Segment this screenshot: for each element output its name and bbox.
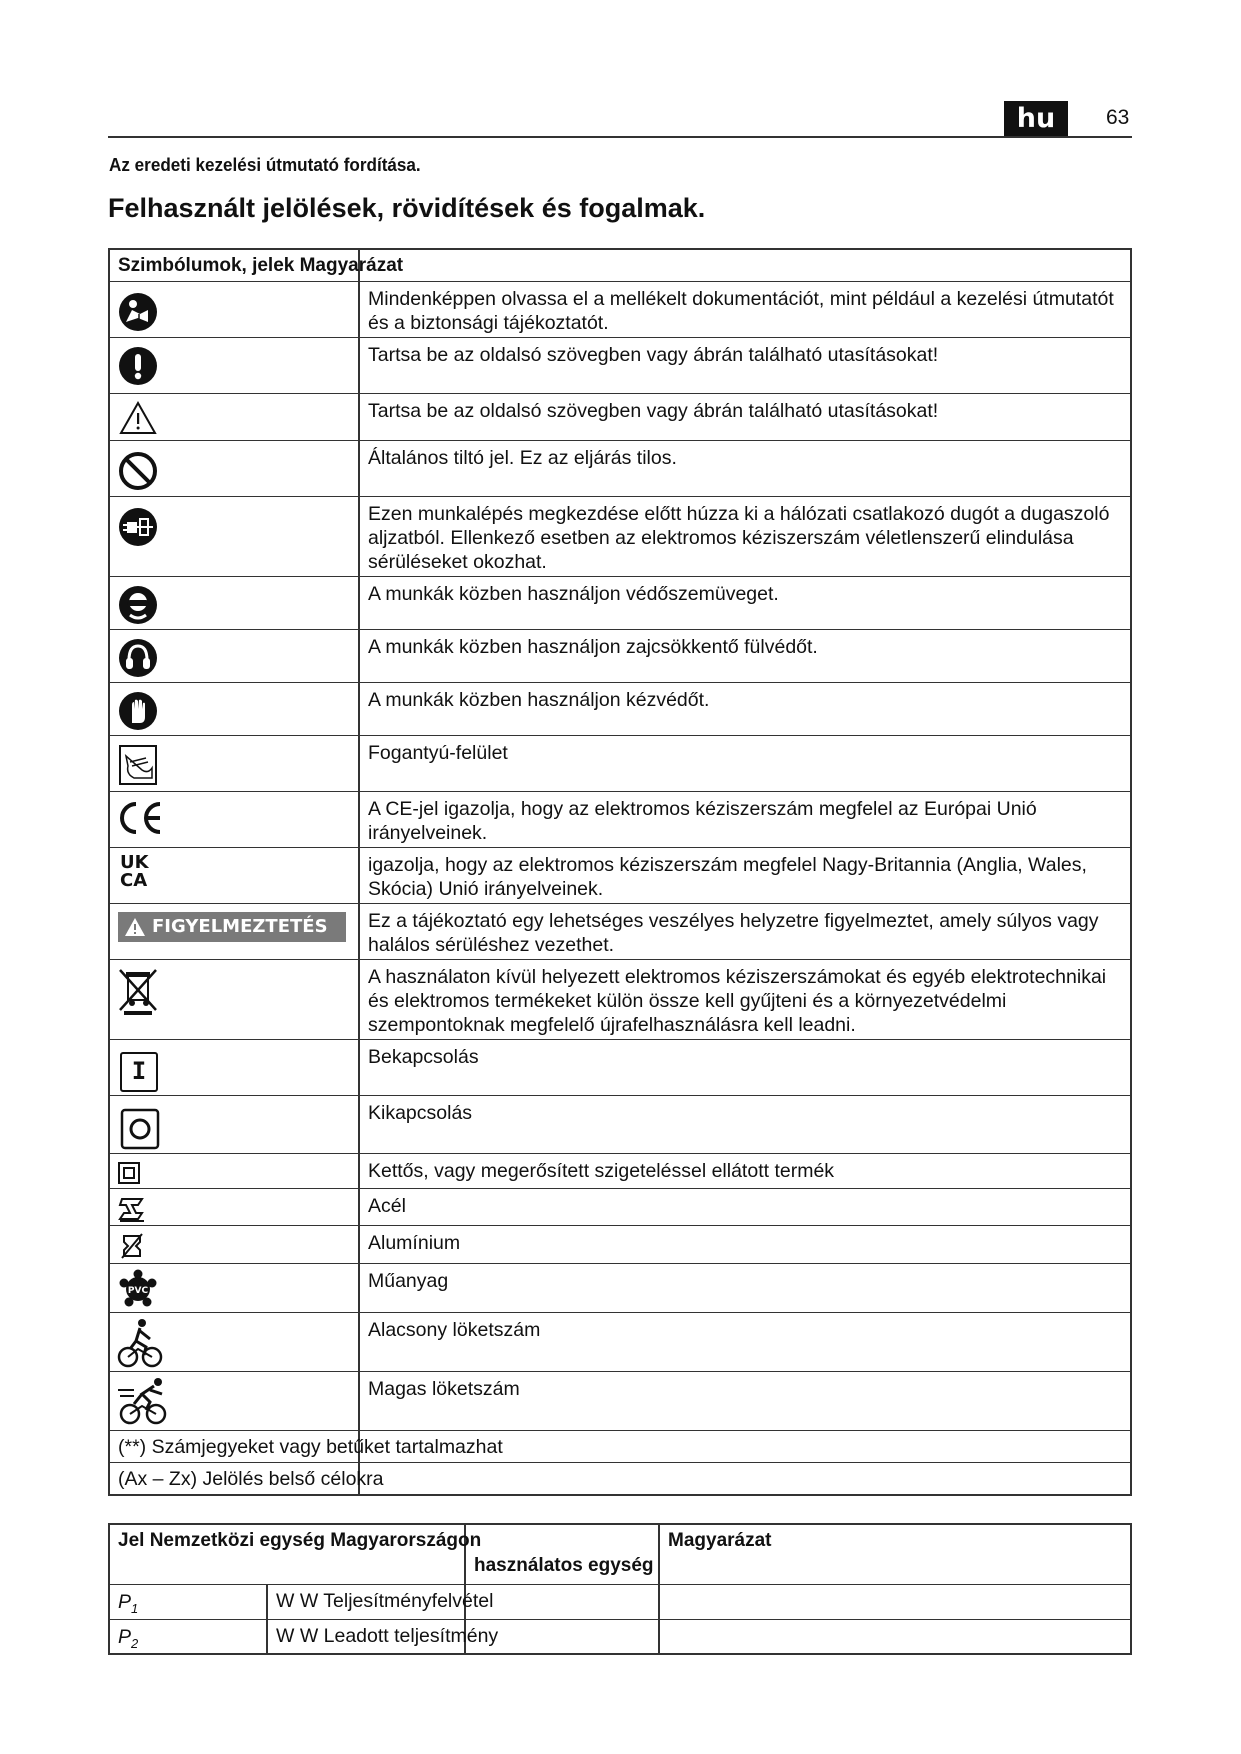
aluminium-icon [118,1232,146,1260]
units-table [108,1523,1132,1655]
row-text: Bekapcsolás [368,1046,479,1068]
document-subtitle: Az eredeti kezelési útmutató fordítása. [109,155,421,175]
table-row [110,736,1130,792]
power-off-icon [120,1108,160,1150]
table-row [110,577,1130,630]
table-row [110,848,1130,904]
slow-stroke-icon [116,1317,164,1369]
table-row [110,683,1130,736]
table-row [110,1154,1130,1189]
note-text: (**) Számjegyeket vagy betűket tartalmazhat [118,1436,503,1458]
table-header: Szimbólumok, jelek Magyarázat [118,255,404,276]
row-text: Alumínium [368,1232,461,1254]
header-rule [108,136,1132,138]
table-header-row [110,1525,1130,1585]
row-text: Tartsa be az oldalsó szövegben vagy ábrán található utasításokat! [368,400,939,422]
row-text: Fogantyú-felület [368,742,508,764]
read-manual-icon [118,292,158,332]
row-text: A CE-jel igazolja, hogy az elektromos kéziszerszám megfelel az Európai Unió irányelveinek. [368,798,1037,844]
table-row [110,904,1130,960]
prohibition-icon [118,451,158,491]
row-text: Acél [368,1195,406,1217]
warning-label-icon [118,912,346,942]
unit-text: W W Teljesítményfelvétel [276,1590,494,1612]
table-row [110,497,1130,577]
table-row [110,441,1130,497]
page-number: 63 [1106,106,1130,129]
goggles-icon [118,585,158,625]
table-row [110,1040,1130,1096]
unit-symbol: $P_2$ [118,1626,139,1651]
gloves-icon [118,691,158,731]
steel-icon [118,1195,148,1223]
units-header-right: Magyarázat [668,1530,772,1551]
table-row [110,1372,1130,1431]
row-text: Ezen munkalépés megkezdése előtt húzza ki a hálózati csatlakozó dugót a dugaszoló aljzatból. Ellenkező esetben az elektromos kéziszerszám véletlenszerű elindulása sérüléseket okozhat. [368,503,1110,573]
row-text: A munkák közben használjon zajcsökkentő fülvédőt. [368,636,818,658]
table-row [110,394,1130,441]
symbols-table [108,248,1132,1496]
table-row [110,792,1130,848]
note-row [110,1431,1130,1463]
row-text: Tartsa be az oldalsó szövegben vagy ábrán található utasításokat! [368,344,939,366]
ukca-line2: CA [120,870,148,891]
table-row [110,282,1130,338]
table-row [110,1096,1130,1154]
row-text: Magas löketszám [368,1378,520,1400]
note-row [110,1463,1130,1496]
ce-mark-icon [116,800,166,836]
table-row [110,960,1130,1040]
fast-stroke-icon [116,1376,170,1426]
row-text: Általános tiltó jel. Ez az eljárás tilos. [368,447,677,469]
weee-bin-icon [116,966,160,1016]
language-badge: hu [1004,101,1068,136]
warning-triangle-icon [118,400,158,436]
plastic-icon [116,1268,160,1310]
row-text: Ez a tájékoztató egy lehetséges veszélyes helyzetre figyelmeztet, amely súlyos vagy halálos sérüléshez vezethet. [368,910,1099,956]
unit-symbol: $P_1$ [118,1591,139,1616]
table-row [110,338,1130,394]
exclamation-icon [118,346,158,386]
page-title: Felhasznált jelölések, rövidítések és fogalmak. [108,193,706,223]
table-row [110,630,1130,683]
ear-protection-icon [118,638,158,678]
grip-surface-icon [118,744,158,786]
row-text: A használaton kívül helyezett elektromos kéziszerszámokat és egyéb elektrotechnikai és elektromos termékeket külön össze kell gyűjteni és a környezetvédelmi szempontoknak megfelelő újrafelhasználásra kell leadni. [368,966,1107,1036]
units-header-left: Jel Nemzetközi egység Magyarországon [118,1530,482,1551]
table-row [110,1264,1130,1313]
ukca-mark-icon [120,854,149,890]
warning-label-text: FIGYELMEZTETÉS [152,916,328,937]
ukca-line1: UK [120,852,149,873]
row-text: igazolja, hogy az elektromos kéziszerszám megfelel Nagy-Britannia (Anglia, Wales, Skócia) Unió irányelveinek. [368,854,1087,900]
note-text: (Ax – Zx) Jelölés belső célokra [118,1468,384,1490]
units-header-mid: használatos egység [474,1555,654,1576]
table-header-row [110,250,1130,282]
table-row [110,1226,1130,1264]
table-row [110,1189,1130,1226]
row-text: A munkák közben használjon védőszemüveget. [368,583,779,605]
double-insulation-icon [118,1162,140,1184]
table-row [110,1620,1130,1655]
unplug-icon [118,507,158,547]
table-row [110,1313,1130,1372]
table-row [110,1585,1130,1620]
power-on-icon: I [120,1052,158,1092]
unit-text: W W Leadott teljesítmény [276,1625,499,1647]
row-text: A munkák közben használjon kézvédőt. [368,689,710,711]
row-text: Kettős, vagy megerősített szigeteléssel ellátott termék [368,1160,835,1182]
row-text: Alacsony löketszám [368,1319,541,1341]
row-text: Kikapcsolás [368,1102,473,1124]
row-text: Műanyag [368,1270,449,1292]
row-text: Mindenképpen olvassa el a mellékelt dokumentációt, mint például a kezelési útmutatót és a biztonsági tájékoztatót. [368,288,1114,334]
pvc-label: PVC [127,1286,149,1296]
